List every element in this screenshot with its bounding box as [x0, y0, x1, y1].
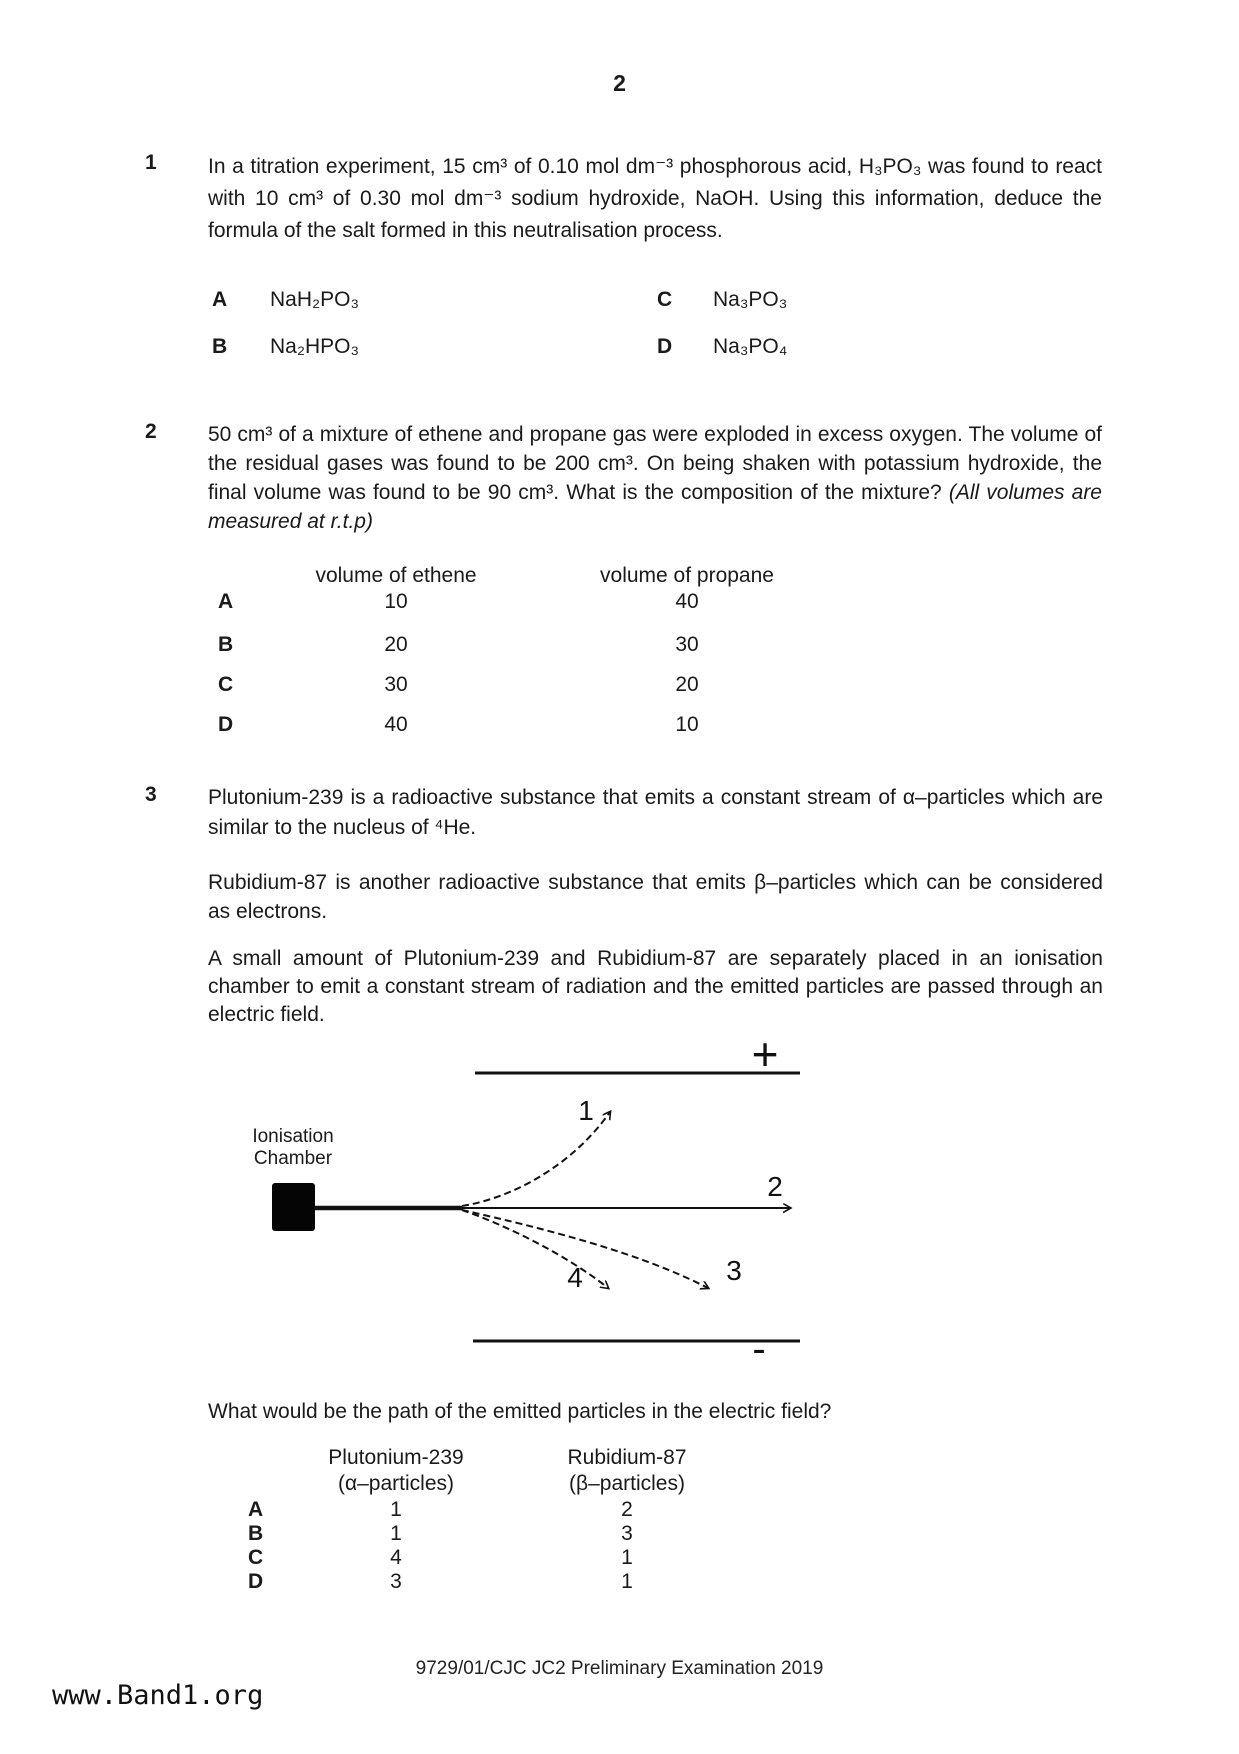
q3-row-c-plutonium: 4 [390, 1546, 402, 1569]
q3-table-header-plutonium-line2: (α–particles) [337, 1472, 454, 1495]
q3-question: What would be the path of the emitted particles in the electric field? [208, 1400, 832, 1423]
q3-table-header-rubidium [527, 1445, 727, 1497]
q1-option-d-formula: Na₃PO₄ [713, 335, 788, 358]
q1-number: 1 [145, 151, 157, 174]
path-3-label: 3 [726, 1255, 742, 1286]
q2-table-header-ethene: volume of ethene [315, 564, 477, 587]
q2-row-a-ethene: 10 [384, 590, 408, 613]
q3-table-header-plutonium-line1: Plutonium-239 [328, 1446, 464, 1469]
q2-row-a-propane: 40 [675, 590, 699, 613]
q2-row-d-letter: D [218, 713, 234, 736]
q2-text-main: 50 cm³ of a mixture of ethene and propane gas were exploded in excess oxygen. The volume of the residual gases was found to be 200 cm³. On being shaken with potassium hydroxide, the final volume was found to be 90 cm³. What is the composition of the mixture? [208, 423, 1102, 504]
path-3-curve [462, 1210, 708, 1288]
q3-row-a-letter: A [248, 1498, 264, 1521]
path-1-curve [462, 1112, 610, 1206]
q2-row-d-ethene: 40 [384, 713, 408, 736]
q1-text: In a titration experiment, 15 cm³ of 0.10 mol dm⁻³ phosphorous acid, H₃PO₃ was found to react with 10 cm³ of 0.30 mol dm⁻³ sodium hydroxide, NaOH. Using this information, deduce the formula of the salt formed in this neutralisation process. [208, 155, 1102, 242]
q3-row-b-plutonium: 1 [390, 1522, 402, 1545]
q1-option-c-letter: C [657, 288, 673, 311]
q1-option-d-letter: D [657, 335, 673, 358]
q3-row-b-rubidium: 3 [621, 1522, 633, 1545]
path-4-label: 4 [567, 1262, 583, 1293]
q2-row-a-letter: A [218, 590, 234, 613]
q3-table-header-rubidium-line2: (β–particles) [569, 1472, 685, 1495]
q2-row-c-letter: C [218, 673, 234, 696]
q1-option-a-letter: A [212, 288, 228, 311]
q2-row-b-letter: B [218, 633, 234, 656]
q1-option-b-formula: Na₂HPO₃ [270, 335, 360, 358]
q3-row-d-plutonium: 3 [390, 1570, 402, 1593]
q2-text [208, 420, 1102, 536]
q2-table-header-propane: volume of propane [600, 564, 774, 587]
q3-table-header-rubidium-line1: Rubidium-87 [567, 1446, 687, 1469]
q3-para3: A small amount of Plutonium-239 and Rubidium-87 are separately placed in an ionisation chamber to emit a constant stream of radiation and the emitted particles are passed through an electric field. [208, 947, 1103, 1026]
plus-sign: + [751, 1030, 779, 1080]
q2-number: 2 [145, 420, 157, 443]
q2-row-d-propane: 10 [675, 713, 699, 736]
q2-row-b-ethene: 20 [384, 633, 408, 656]
q3-para1: Plutonium-239 is a radioactive substance that emits a constant stream of α–particles which are similar to the nucleus of ⁴He. [208, 786, 1103, 839]
electric-field-diagram [250, 1030, 820, 1375]
q1-option-c-formula: Na₃PO₃ [713, 288, 788, 311]
q1-option-b-letter: B [212, 335, 228, 358]
q3-row-a-rubidium: 2 [621, 1498, 633, 1521]
ionisation-chamber-label-line2: Chamber [253, 1148, 333, 1169]
q3-para2: Rubidium-87 is another radioactive substance that emits β–particles which can be considered as electrons. [208, 871, 1103, 923]
footer-exam-code: 9729/01/CJC JC2 Preliminary Examination 2019 [415, 1658, 824, 1679]
watermark-url: www.Band1.org [52, 1680, 264, 1711]
ionisation-chamber-label-line1: Ionisation [252, 1126, 334, 1147]
q3-row-d-rubidium: 1 [621, 1570, 633, 1593]
q3-row-c-rubidium: 1 [621, 1546, 633, 1569]
q2-row-b-propane: 30 [675, 633, 699, 656]
q3-row-d-letter: D [248, 1570, 264, 1593]
q3-table-header-plutonium [296, 1445, 496, 1497]
path-4-curve [462, 1210, 608, 1288]
minus-sign: - [752, 1327, 766, 1371]
q3-number: 3 [145, 783, 157, 806]
q2-row-c-ethene: 30 [384, 673, 408, 696]
q3-row-c-letter: C [248, 1546, 264, 1569]
q2-text-italic: (All volumes are measured at r.t.p) [208, 481, 1102, 533]
q3-row-b-letter: B [248, 1522, 264, 1545]
q1-option-a-formula: NaH₂PO₃ [270, 288, 360, 311]
q3-row-a-plutonium: 1 [390, 1498, 402, 1521]
path-2-label: 2 [767, 1171, 783, 1202]
page-number: 2 [613, 70, 626, 96]
q2-row-c-propane: 20 [675, 673, 699, 696]
path-1-label: 1 [578, 1095, 594, 1126]
ionisation-chamber-block [272, 1183, 315, 1231]
